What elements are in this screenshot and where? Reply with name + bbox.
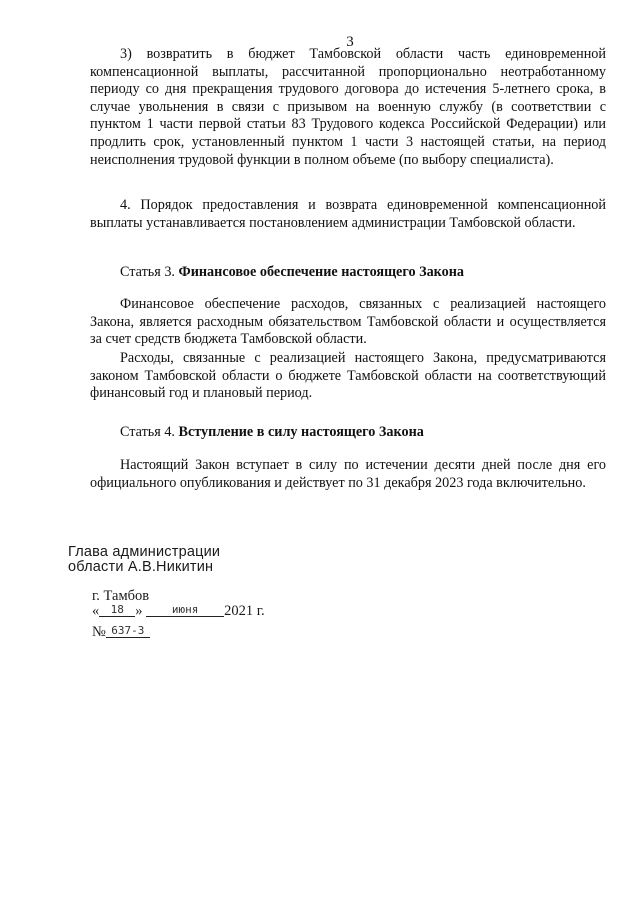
date-month: июня <box>146 604 224 617</box>
signature-title: Глава администрации <box>68 544 221 560</box>
paragraph-item-3: 3) возвратить в бюджет Тамбовской области часть единовременной компенсационной выплаты, рассчитанной пропорционально неотработанному периоду со дня прекращения трудового договора до истечения 5-летнего срока, в случае увольнения в связи с призывом на военную службу (в соответствии с пунктом 1 части первой статьи 83 Трудового кодекса Российской Федерации) или продлить срок, установленный пунктом 1 части 3 настоящей статьи, на период неисполнения трудовой функции в полном объеме (по выбору специалиста). <box>90 46 606 168</box>
paragraph-item-4: 4. Порядок предоставления и возврата единовременной компенсационной выплаты устанавливается постановлением администрации Тамбовской области. <box>90 197 606 231</box>
article-4-paragraph-1: Настоящий Закон вступает в силу по истечении десяти дней после дня его официального опубликования и действует по 31 декабря 2023 года включительно. <box>90 457 606 491</box>
article-3-prefix: Статья 3. <box>120 264 175 280</box>
page-number: 3 <box>346 34 354 50</box>
article-4-heading <box>120 424 424 442</box>
quote-open: « <box>92 603 100 619</box>
article-3-title: Финансовое обеспечение настоящего Закона <box>178 264 465 280</box>
article-3-paragraph-1: Финансовое обеспечение расходов, связанных с реализацией настоящего Закона, является расходным обязательством Тамбовской области и осуществляется за счет средств бюджета Тамбовской области. <box>90 296 606 348</box>
quote-close: » <box>135 603 143 619</box>
date-day: 18 <box>99 604 135 617</box>
article-4-prefix: Статья 4. <box>120 424 175 440</box>
city-name: г. Тамбов <box>92 588 150 604</box>
date-year: 2021 г. <box>224 603 265 619</box>
law-number: 637-З <box>106 625 150 638</box>
number-prefix: № <box>92 624 106 640</box>
date-line <box>92 603 265 620</box>
article-4-title: Вступление в силу настоящего Закона <box>178 424 424 440</box>
signature-name: области А.В.Никитин <box>68 559 214 575</box>
law-number-line <box>92 624 150 641</box>
article-3-paragraph-2: Расходы, связанные с реализацией настоящего Закона, предусматриваются законом Тамбовской области о бюджете Тамбовской области на соответствующий финансовый год и плановый период. <box>90 350 606 402</box>
signature-block <box>68 545 220 575</box>
article-3-heading <box>120 264 464 282</box>
